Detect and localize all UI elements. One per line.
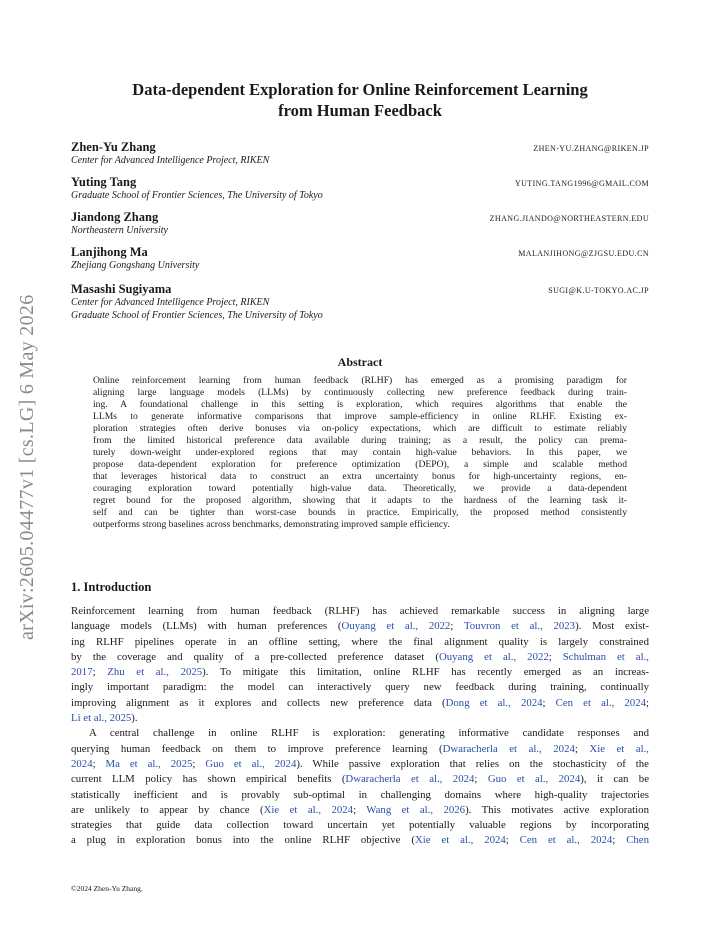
author-name: Masashi Sugiyama: [71, 282, 172, 296]
author-affiliation: Center for Advanced Intelligence Project, RIKEN: [71, 297, 270, 308]
abstract-line: aligning large language models (LLMs) by continuously collecting new preference feedback during train-: [93, 387, 627, 398]
author-affiliation: Center for Advanced Intelligence Project, RIKEN: [71, 155, 270, 166]
body-line: improving alignment as it explores and collects new preference data (Dong et al., 2024; Cen et al., 2024;: [71, 696, 649, 709]
author-email[interactable]: YUTING.TANG1996@GMAIL.COM: [514, 179, 649, 188]
title-line-1: Data-dependent Exploration for Online Reinforcement Learning: [132, 80, 588, 99]
body-line: ing RLHF pipelines operate in an offline setting, where the final alignment quality is largely constrained: [71, 635, 649, 648]
author-block: [71, 140, 649, 167]
abstract-line: ploration strategies often derive bonuses via on-policy expectations, which are difficult to estimate reliably: [93, 423, 627, 434]
arxiv-stamp: arXiv:2605.04477v1 [cs.LG] 6 May 2026: [16, 294, 38, 640]
abstract-line: ing. A foundational challenge in this setting is exploration, which requires algorithms that enable the: [93, 399, 627, 410]
author-name: Jiandong Zhang: [71, 210, 159, 224]
author-name: Lanjihong Ma: [71, 245, 148, 259]
body-line: querying human feedback on them to improve preference learning (Dwaracherla et al., 2024; Xie et al.,: [71, 742, 649, 755]
author-email[interactable]: MALANJIHONG@ZJGSU.EDU.CN: [518, 249, 649, 258]
copyright-notice: ©2024 Zhen-Yu Zhang.: [71, 884, 143, 893]
abstract-body: [93, 375, 627, 531]
author-block: [71, 210, 649, 237]
body-line: by the coverage and quality of a pre-collected preference dataset (Ouyang et al., 2022; Schulman et al.,: [71, 650, 649, 663]
author-affiliation: Graduate School of Frontier Sciences, The University of Tokyo: [71, 310, 323, 321]
author-block: [71, 245, 649, 272]
author-affiliation: Graduate School of Frontier Sciences, The University of Tokyo: [71, 190, 323, 201]
body-line: 2024; Ma et al., 2025; Guo et al., 2024). While passive exploration that relies on the stochasticity of the: [71, 757, 649, 770]
paper-title: [60, 79, 660, 121]
abstract-line: outperforms strong baselines across benchmarks, demonstrating improved sample efficiency.: [93, 519, 450, 530]
abstract-line: that leverages historical data to construct an extra uncertainty bonus for high-uncertainty regions, en-: [93, 471, 627, 482]
author-block: [71, 175, 649, 202]
introduction-body: [71, 604, 649, 849]
author-email[interactable]: ZHANG.JIANDO@NORTHEASTERN.EDU: [489, 214, 649, 223]
body-line: strategies that guide data collection toward uncertain yet potentially valuable regions by incorporating: [71, 819, 649, 832]
abstract-line: propose data-dependent exploration for preference optimization (DEPO), a simple and scalable method: [93, 459, 627, 470]
abstract-line: self and can be tighter than worst-case bounds in practice. Empirically, the proposed method consistently: [93, 507, 627, 518]
author-name: Zhen-Yu Zhang: [71, 140, 156, 154]
abstract-line: couraging exploration toward potentially high-value data. Theoretically, we provide a data-dependent: [93, 483, 627, 494]
body-line: language models (LLMs) with human preferences (Ouyang et al., 2022; Touvron et al., 2023). Most exist-: [71, 620, 649, 633]
section-heading: 1. Introduction: [71, 580, 152, 594]
abstract-heading: Abstract: [337, 355, 383, 369]
author-name: Yuting Tang: [71, 175, 137, 189]
body-line: statistically inefficient and is provably sub-optimal in challenging domains where high-quality trajectories: [71, 788, 649, 801]
abstract-line: turely down-weight under-explored regions that may contain high-value behaviors. In this paper, we: [93, 447, 627, 458]
title-line-2: from Human Feedback: [278, 101, 442, 120]
body-line: a plug in exploration bonus into the online RLHF objective (Xie et al., 2024; Cen et al., 2024; Chen: [71, 834, 649, 847]
body-line: are unlikely to appear by chance (Xie et al., 2024; Wang et al., 2026). This motivates active exploration: [71, 803, 649, 816]
body-line: Li et al., 2025).: [71, 712, 138, 725]
abstract-line: regret bound for the proposed algorithm, showing that it adapts to the hardness of the learning task it-: [93, 495, 627, 506]
author-affiliation: Zhejiang Gongshang University: [71, 260, 200, 271]
author-email[interactable]: ZHEN-YU.ZHANG@RIKEN.JP: [533, 144, 649, 153]
author-block: [71, 282, 649, 322]
author-email[interactable]: SUGI@K.U-TOKYO.AC.JP: [548, 286, 649, 295]
body-line: Reinforcement learning from human feedback (RLHF) has achieved remarkable success in aligning large: [71, 605, 649, 617]
body-line: 2017; Zhu et al., 2025). To mitigate this limitation, online RLHF has recently emerged as an increas-: [71, 666, 650, 679]
body-line: current LLM policy has shown empirical benefits (Dwaracherla et al., 2024; Guo et al., 2024), it can be: [71, 773, 649, 786]
abstract-line: from the limited historical preference data available during training; as a result, the policy can prema-: [93, 435, 627, 446]
body-line: A central challenge in online RLHF is exploration: generating informative candidate responses and: [89, 727, 649, 740]
abstract-line: Online reinforcement learning from human feedback (RLHF) has emerged as a promising paradigm for: [93, 375, 627, 386]
abstract-line: LLMs to generate informative comparisons that improve sample-efficiency in online RLHF. Existing ex-: [93, 411, 627, 422]
body-line: ingly important paradigm: the model can interactively query new feedback during training, continually: [71, 681, 649, 694]
author-affiliation: Northeastern University: [71, 225, 168, 236]
